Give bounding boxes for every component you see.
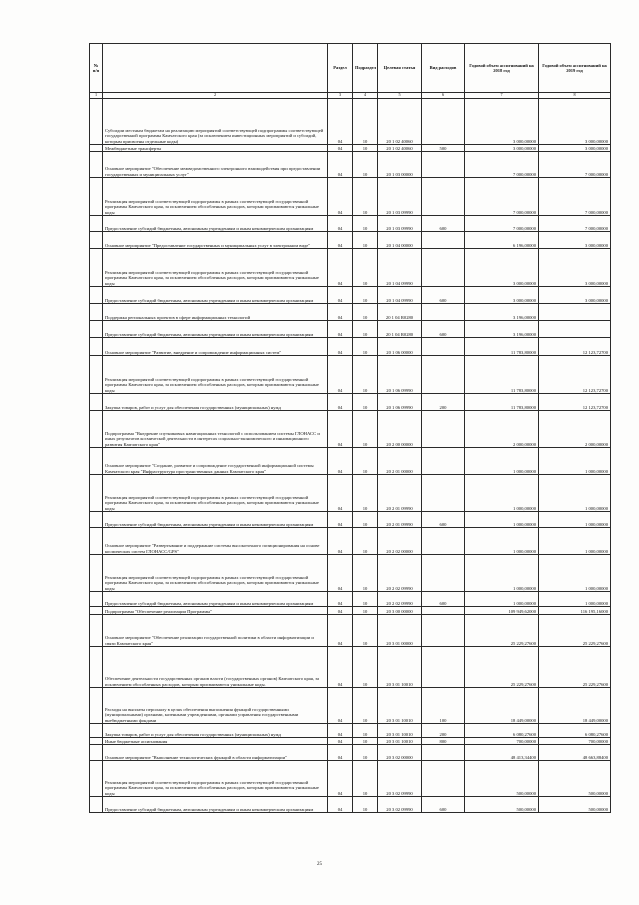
row-target-article-cell: 20 3 01 10010 [378, 688, 422, 724]
row-razdel-cell: 04 [328, 448, 353, 475]
row-podrazdel-cell: 10 [353, 607, 378, 615]
row-expense-type-cell [422, 647, 465, 688]
row-volume-2018-cell: 109 949,62000 [465, 607, 539, 615]
row-podrazdel-cell: 10 [353, 761, 378, 797]
row-name-cell: Предоставление субсидий бюджетным, автономным учреждениям и иным некоммерческим организациям [103, 216, 328, 232]
table-row [90, 555, 611, 592]
row-volume-2018-cell: 1 000,00000 [465, 448, 539, 475]
row-target-article-cell: 20 1 03 00000 [378, 152, 422, 178]
row-podrazdel-cell: 10 [353, 304, 378, 321]
row-name-cell: Реализация мероприятий соответствующей подпрограммы в рамках соответствующей государственной программы Камчатского края, за исключением обособленных расходов, которым присваиваются уникальные коды [103, 761, 328, 797]
row-expense-type-cell: 200 [422, 724, 465, 738]
row-expense-type-cell [422, 356, 465, 394]
row-target-article-cell: 20 1 02 40060 [378, 99, 422, 145]
row-volume-2018-cell: 7 000,00000 [465, 216, 539, 232]
row-number-cell [90, 356, 103, 394]
row-number-cell [90, 99, 103, 145]
row-expense-type-cell: 500 [422, 145, 465, 152]
row-name-cell: Основное мероприятие "Развитие, внедрение и сопровождение информационных систем" [103, 338, 328, 356]
row-number-cell [90, 152, 103, 178]
row-volume-2018-cell: 18 449,00000 [465, 688, 539, 724]
row-razdel-cell: 04 [328, 528, 353, 555]
row-razdel-cell: 04 [328, 647, 353, 688]
row-volume-2018-cell: 6 080,27600 [465, 724, 539, 738]
row-volume-2018-cell: 700,00000 [465, 738, 539, 745]
row-razdel-cell: 04 [328, 411, 353, 448]
row-number-cell [90, 528, 103, 555]
row-volume-2018-cell: 7 000,00000 [465, 178, 539, 216]
row-expense-type-cell [422, 615, 465, 647]
column-number: 1 [90, 93, 103, 99]
row-volume-2019-cell: 1 000,00000 [539, 528, 611, 555]
row-volume-2018-cell: 3 196,00000 [465, 304, 539, 321]
row-razdel-cell: 04 [328, 555, 353, 592]
row-razdel-cell: 04 [328, 615, 353, 647]
row-expense-type-cell: 600 [422, 592, 465, 607]
table-row [90, 607, 611, 615]
row-podrazdel-cell: 10 [353, 647, 378, 688]
row-number-cell [90, 145, 103, 152]
table-row [90, 448, 611, 475]
row-number-cell [90, 647, 103, 688]
row-volume-2019-cell: 7 000,00000 [539, 178, 611, 216]
row-razdel-cell: 04 [328, 592, 353, 607]
header-volume-2018: Годовой объем ассигнований на 2018 год [465, 44, 539, 93]
row-volume-2018-cell: 25 229,27600 [465, 615, 539, 647]
row-target-article-cell: 20 3 01 10010 [378, 724, 422, 738]
row-number-cell [90, 738, 103, 745]
row-target-article-cell: 20 2 01 09990 [378, 512, 422, 528]
row-podrazdel-cell: 10 [353, 145, 378, 152]
header-target-article: Целевая статья [378, 44, 422, 93]
table-row [90, 338, 611, 356]
row-volume-2019-cell: 3 000,00000 [539, 232, 611, 249]
row-razdel-cell: 04 [328, 216, 353, 232]
row-podrazdel-cell: 10 [353, 738, 378, 745]
row-volume-2019-cell: 3 000,00000 [539, 99, 611, 145]
row-volume-2018-cell: 3 196,00000 [465, 321, 539, 338]
row-name-cell: Предоставление субсидий бюджетным, автономным учреждениям и иным некоммерческим организациям [103, 287, 328, 304]
table-row [90, 304, 611, 321]
row-name-cell: Основное мероприятие "Предоставление государственных и муниципальных услуг в электронном виде" [103, 232, 328, 249]
table-row [90, 152, 611, 178]
row-razdel-cell: 04 [328, 761, 353, 797]
row-number-cell [90, 724, 103, 738]
table-row [90, 178, 611, 216]
row-name-cell: Подпрограмма "Внедрение спутниковых навигационных технологий с использованием системы ГЛОНАСС и иных результатов космической деятельности в интересах социально-экономического и инновационного развития Камчатского края" [103, 411, 328, 448]
row-volume-2018-cell: 500,00000 [465, 797, 539, 813]
row-volume-2018-cell: 500,00000 [465, 761, 539, 797]
row-target-article-cell: 20 1 02 40060 [378, 145, 422, 152]
row-volume-2019-cell: 25 229,27600 [539, 615, 611, 647]
row-volume-2019-cell: 12 123,72700 [539, 394, 611, 411]
row-volume-2018-cell: 1 000,00000 [465, 592, 539, 607]
row-volume-2019-cell [539, 321, 611, 338]
header-expense-type: Вид расходов [422, 44, 465, 93]
row-name-cell: Поддержка региональных проектов в сфере информационных технологий [103, 304, 328, 321]
row-podrazdel-cell: 10 [353, 99, 378, 145]
row-podrazdel-cell: 10 [353, 356, 378, 394]
row-number-cell [90, 411, 103, 448]
row-expense-type-cell [422, 761, 465, 797]
row-volume-2018-cell: 11 783,80000 [465, 394, 539, 411]
row-expense-type-cell: 800 [422, 738, 465, 745]
row-podrazdel-cell: 10 [353, 615, 378, 647]
row-razdel-cell: 04 [328, 797, 353, 813]
table-row [90, 512, 611, 528]
row-razdel-cell: 04 [328, 745, 353, 761]
row-podrazdel-cell: 10 [353, 394, 378, 411]
row-name-cell: Реализация мероприятий соответствующей подпрограммы в рамках соответствующей государственной программы Камчатского края, за исключением обособленных расходов, которым присваиваются уникальные коды [103, 555, 328, 592]
budget-table [89, 43, 611, 813]
row-number-cell [90, 216, 103, 232]
row-podrazdel-cell: 10 [353, 338, 378, 356]
table-row [90, 761, 611, 797]
row-target-article-cell: 20 1 04 R0280 [378, 321, 422, 338]
row-volume-2018-cell: 1 000,00000 [465, 528, 539, 555]
table-row [90, 145, 611, 152]
header-number: № п/п [90, 44, 103, 93]
row-volume-2019-cell: 500,00000 [539, 761, 611, 797]
row-number-cell [90, 475, 103, 512]
table-row [90, 647, 611, 688]
row-name-cell: Реализация мероприятий соответствующей подпрограммы в рамках соответствующей государственной программы Камчатского края, за исключением обособленных расходов, которым присваиваются уникальные коды [103, 178, 328, 216]
row-target-article-cell: 20 3 02 09990 [378, 797, 422, 813]
row-target-article-cell: 20 1 04 R0280 [378, 304, 422, 321]
table-row [90, 592, 611, 607]
row-razdel-cell: 04 [328, 321, 353, 338]
row-razdel-cell: 04 [328, 304, 353, 321]
row-expense-type-cell [422, 528, 465, 555]
row-name-cell: Предоставление субсидий бюджетным, автономным учреждениям и иным некоммерческим организациям [103, 512, 328, 528]
row-expense-type-cell [422, 607, 465, 615]
row-volume-2019-cell: 6 080,27600 [539, 724, 611, 738]
row-razdel-cell: 04 [328, 512, 353, 528]
row-volume-2018-cell: 25 229,27600 [465, 647, 539, 688]
row-target-article-cell: 20 3 01 00000 [378, 615, 422, 647]
row-number-cell [90, 555, 103, 592]
row-name-cell: Подпрограмма "Обеспечение реализации Программы" [103, 607, 328, 615]
row-volume-2019-cell: 1 000,00000 [539, 555, 611, 592]
row-volume-2018-cell: 3 000,00000 [465, 287, 539, 304]
row-target-article-cell: 20 2 02 09990 [378, 555, 422, 592]
row-volume-2019-cell: 500,00000 [539, 797, 611, 813]
row-volume-2019-cell: 12 123,72700 [539, 338, 611, 356]
row-volume-2018-cell: 1 000,00000 [465, 512, 539, 528]
row-target-article-cell: 20 3 02 09990 [378, 761, 422, 797]
row-expense-type-cell [422, 411, 465, 448]
row-expense-type-cell: 100 [422, 688, 465, 724]
row-razdel-cell: 04 [328, 152, 353, 178]
row-name-cell: Реализация мероприятий соответствующей подпрограммы в рамках соответствующей государственной программы Камчатского края, за исключением обособленных расходов, которым присваиваются уникальные коды [103, 356, 328, 394]
row-name-cell: Реализация мероприятий соответствующей подпрограммы в рамках соответствующей государственной программы Камчатского края, за исключением обособленных расходов, которым присваиваются уникальные коды [103, 249, 328, 287]
row-volume-2018-cell: 7 000,00000 [465, 152, 539, 178]
row-name-cell: Предоставление субсидий бюджетным, автономным учреждениям и иным некоммерческим организациям [103, 797, 328, 813]
table-row [90, 232, 611, 249]
table-row [90, 724, 611, 738]
row-volume-2018-cell: 1 000,00000 [465, 475, 539, 512]
table-row [90, 688, 611, 724]
column-number: 8 [539, 93, 611, 99]
row-number-cell [90, 512, 103, 528]
row-podrazdel-cell: 10 [353, 216, 378, 232]
row-volume-2019-cell: 2 000,00000 [539, 411, 611, 448]
row-number-cell [90, 761, 103, 797]
row-number-cell [90, 607, 103, 615]
row-expense-type-cell [422, 99, 465, 145]
row-number-cell [90, 592, 103, 607]
row-number-cell [90, 287, 103, 304]
row-volume-2018-cell: 11 783,80000 [465, 338, 539, 356]
row-podrazdel-cell: 10 [353, 321, 378, 338]
row-volume-2019-cell: 7 000,00000 [539, 152, 611, 178]
table-row [90, 321, 611, 338]
row-expense-type-cell [422, 152, 465, 178]
table-body [90, 99, 611, 813]
row-target-article-cell: 20 2 00 00000 [378, 411, 422, 448]
row-podrazdel-cell: 10 [353, 178, 378, 216]
row-podrazdel-cell: 10 [353, 475, 378, 512]
row-volume-2018-cell: 1 000,00000 [465, 555, 539, 592]
row-target-article-cell: 20 1 04 09990 [378, 287, 422, 304]
row-podrazdel-cell: 10 [353, 592, 378, 607]
row-name-cell: Обеспечение деятельности государственных органов власти (государственных органов) Камчатского края, за исключением обособленных расходов, которым присваиваются уникальные коды. [103, 647, 328, 688]
column-number: 6 [422, 93, 465, 99]
row-number-cell [90, 178, 103, 216]
row-razdel-cell: 04 [328, 338, 353, 356]
row-expense-type-cell: 600 [422, 512, 465, 528]
row-target-article-cell: 20 2 02 00000 [378, 528, 422, 555]
row-expense-type-cell [422, 249, 465, 287]
row-name-cell: Основное мероприятие "Выполнение технологических функций в области информатизации" [103, 745, 328, 761]
column-number: 4 [353, 93, 378, 99]
row-volume-2019-cell: 3 000,00000 [539, 287, 611, 304]
row-expense-type-cell [422, 232, 465, 249]
table-row [90, 216, 611, 232]
row-podrazdel-cell: 10 [353, 512, 378, 528]
row-volume-2019-cell: 1 000,00000 [539, 448, 611, 475]
row-target-article-cell: 20 2 02 09990 [378, 592, 422, 607]
table-row [90, 475, 611, 512]
row-target-article-cell: 20 1 03 09990 [378, 216, 422, 232]
row-number-cell [90, 304, 103, 321]
row-volume-2018-cell: 3 000,00000 [465, 99, 539, 145]
row-razdel-cell: 04 [328, 475, 353, 512]
row-volume-2019-cell: 1 000,00000 [539, 592, 611, 607]
page-number: 25 [317, 862, 322, 867]
column-number: 7 [465, 93, 539, 99]
row-number-cell [90, 249, 103, 287]
row-podrazdel-cell: 10 [353, 232, 378, 249]
row-razdel-cell: 04 [328, 688, 353, 724]
table-header-row [90, 44, 611, 93]
row-expense-type-cell: 600 [422, 797, 465, 813]
row-volume-2019-cell: 3 000,00000 [539, 145, 611, 152]
row-podrazdel-cell: 10 [353, 724, 378, 738]
table-row [90, 99, 611, 145]
table-row [90, 745, 611, 761]
row-name-cell: Реализация мероприятий соответствующей подпрограммы в рамках соответствующей государственной программы Камчатского края, за исключением обособленных расходов, которым присваиваются уникальные коды [103, 475, 328, 512]
row-name-cell: Закупка товаров, работ и услуг для обеспечения государственных (муниципальных) нужд [103, 394, 328, 411]
row-volume-2018-cell: 3 000,00000 [465, 249, 539, 287]
row-volume-2019-cell: 700,00000 [539, 738, 611, 745]
row-podrazdel-cell: 10 [353, 688, 378, 724]
row-name-cell: Основное мероприятие "Обеспечение межведомственного электронного взаимодействия при предоставлении государственных и муниципальных услуг" [103, 152, 328, 178]
row-volume-2018-cell: 3 000,00000 [465, 145, 539, 152]
row-expense-type-cell [422, 304, 465, 321]
row-number-cell [90, 615, 103, 647]
row-number-cell [90, 745, 103, 761]
row-target-article-cell: 20 3 02 00000 [378, 745, 422, 761]
row-podrazdel-cell: 10 [353, 249, 378, 287]
row-number-cell [90, 232, 103, 249]
row-volume-2019-cell: 25 229,27600 [539, 647, 611, 688]
row-target-article-cell: 20 1 06 00000 [378, 338, 422, 356]
row-expense-type-cell [422, 448, 465, 475]
row-razdel-cell: 04 [328, 99, 353, 145]
row-target-article-cell: 20 2 01 09990 [378, 475, 422, 512]
row-podrazdel-cell: 10 [353, 555, 378, 592]
row-podrazdel-cell: 10 [353, 448, 378, 475]
row-expense-type-cell: 600 [422, 216, 465, 232]
row-target-article-cell: 20 2 01 00000 [378, 448, 422, 475]
row-razdel-cell: 04 [328, 287, 353, 304]
row-number-cell [90, 394, 103, 411]
row-volume-2019-cell: 3 000,00000 [539, 249, 611, 287]
row-volume-2018-cell: 6 196,00000 [465, 232, 539, 249]
header-razdel: Раздел [328, 44, 353, 93]
row-target-article-cell: 20 1 03 09990 [378, 178, 422, 216]
row-name-cell: Закупка товаров, работ и услуг для обеспечения государственных (муниципальных) нужд [103, 724, 328, 738]
header-podrazdel: Подраздел [353, 44, 378, 93]
row-target-article-cell: 20 1 06 09990 [378, 356, 422, 394]
row-podrazdel-cell: 10 [353, 797, 378, 813]
row-razdel-cell: 04 [328, 232, 353, 249]
row-expense-type-cell [422, 745, 465, 761]
row-name-cell: Иные бюджетные ассигнования [103, 738, 328, 745]
row-expense-type-cell [422, 338, 465, 356]
row-number-cell [90, 448, 103, 475]
row-podrazdel-cell: 10 [353, 745, 378, 761]
column-number: 5 [378, 93, 422, 99]
row-expense-type-cell: 600 [422, 287, 465, 304]
row-target-article-cell: 20 1 06 09990 [378, 394, 422, 411]
row-name-cell: Субсидии местным бюджетам на реализацию мероприятий соответствующей подпрограммы соответствующей государственной программы Камчатского края (за исключением инвестиционных мероприятий и субсидий, которым присвоены отдельные коды) [103, 99, 328, 145]
table-row [90, 738, 611, 745]
row-name-cell: Расходы на выплаты персоналу в целях обеспечения выполнения функций государственными (муниципальными) органами, казенными учреждениями, органами управления государственными внебюджетными фондами [103, 688, 328, 724]
row-volume-2019-cell: 12 123,72700 [539, 356, 611, 394]
row-expense-type-cell [422, 555, 465, 592]
row-volume-2019-cell: 116 195,16000 [539, 607, 611, 615]
table-row [90, 394, 611, 411]
row-expense-type-cell: 600 [422, 321, 465, 338]
table-row [90, 356, 611, 394]
row-razdel-cell: 04 [328, 394, 353, 411]
table-row [90, 287, 611, 304]
row-target-article-cell: 20 3 00 00000 [378, 607, 422, 615]
row-target-article-cell: 20 3 01 10010 [378, 738, 422, 745]
row-number-cell [90, 338, 103, 356]
row-target-article-cell: 20 1 04 09990 [378, 249, 422, 287]
row-volume-2019-cell [539, 304, 611, 321]
row-name-cell: Межбюджетные трансферты [103, 145, 328, 152]
row-razdel-cell: 04 [328, 145, 353, 152]
row-podrazdel-cell: 10 [353, 152, 378, 178]
row-volume-2018-cell: 11 783,80000 [465, 356, 539, 394]
row-razdel-cell: 04 [328, 607, 353, 615]
table-row [90, 528, 611, 555]
row-podrazdel-cell: 10 [353, 287, 378, 304]
row-expense-type-cell [422, 475, 465, 512]
row-name-cell: Основное мероприятие "Обеспечение реализации государственной политики в области информатизации и связи Камчатского края" [103, 615, 328, 647]
row-name-cell: Предоставление субсидий бюджетным, автономным учреждениям и иным некоммерческим организациям [103, 592, 328, 607]
row-number-cell [90, 321, 103, 338]
row-podrazdel-cell: 10 [353, 528, 378, 555]
row-razdel-cell: 04 [328, 724, 353, 738]
row-expense-type-cell [422, 178, 465, 216]
row-volume-2019-cell: 18 449,00000 [539, 688, 611, 724]
row-target-article-cell: 20 1 04 00000 [378, 232, 422, 249]
row-number-cell [90, 688, 103, 724]
row-name-cell: Основное мероприятие "Развертывание и поддержание системы высокоточного позиционирования на основе космических систем ГЛОНАСС/GPS" [103, 528, 328, 555]
row-volume-2019-cell: 1 000,00000 [539, 475, 611, 512]
row-target-article-cell: 20 3 01 10010 [378, 647, 422, 688]
table-row [90, 615, 611, 647]
row-razdel-cell: 04 [328, 356, 353, 394]
row-razdel-cell: 04 [328, 178, 353, 216]
table-row [90, 411, 611, 448]
row-volume-2019-cell: 48 663,88400 [539, 745, 611, 761]
column-number: 2 [103, 93, 328, 99]
row-number-cell [90, 797, 103, 813]
header-volume-2019: Годовой объем ассигнований на 2019 год [539, 44, 611, 93]
table-row [90, 249, 611, 287]
row-volume-2018-cell: 2 000,00000 [465, 411, 539, 448]
row-razdel-cell: 04 [328, 738, 353, 745]
row-razdel-cell: 04 [328, 249, 353, 287]
header-name [103, 44, 328, 93]
row-volume-2019-cell: 1 000,00000 [539, 512, 611, 528]
column-number: 3 [328, 93, 353, 99]
row-expense-type-cell: 200 [422, 394, 465, 411]
row-name-cell: Основное мероприятие "Создание, развитие и сопровождение государственной информационной системы Камчатского края "Инфраструктура пространственных данных Камчатского края" [103, 448, 328, 475]
table-row [90, 797, 611, 813]
row-name-cell: Предоставление субсидий бюджетным, автономным учреждениям и иным некоммерческим организациям [103, 321, 328, 338]
row-podrazdel-cell: 10 [353, 411, 378, 448]
row-volume-2019-cell: 7 000,00000 [539, 216, 611, 232]
row-volume-2018-cell: 48 413,34400 [465, 745, 539, 761]
